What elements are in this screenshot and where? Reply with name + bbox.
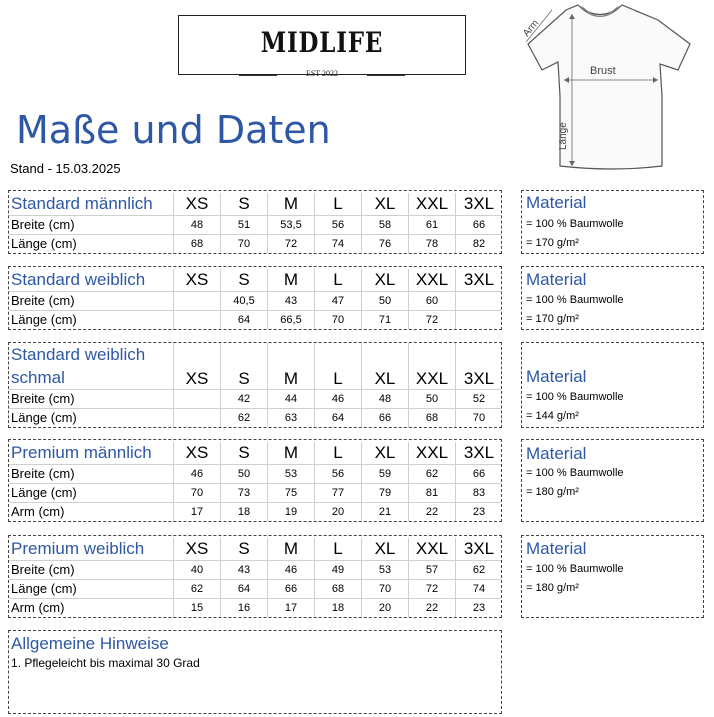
cell-value: 43 — [237, 563, 251, 576]
cell-value: 17 — [284, 601, 298, 614]
cell-value: 70 — [472, 411, 486, 424]
cell-value: 66 — [378, 411, 392, 424]
material-title: Material — [526, 444, 587, 463]
table-row — [9, 560, 501, 579]
table-row — [9, 598, 501, 617]
material-weight: = 180 g/m² — [526, 486, 579, 498]
size-header: XL — [361, 538, 408, 560]
size-header: XXL — [408, 193, 455, 215]
size-header: M — [267, 269, 314, 291]
notes-title: Allgemeine Hinweise — [11, 634, 169, 653]
table-header-row — [9, 269, 501, 291]
cell-value: 21 — [378, 505, 392, 518]
cell-value: 78 — [425, 237, 439, 250]
laenge-label: Länge — [558, 122, 569, 150]
table-header-row — [9, 343, 501, 390]
table-row — [9, 310, 501, 329]
cell-value: 72 — [284, 237, 298, 250]
header-spacer — [455, 343, 502, 367]
cell-value: 51 — [237, 218, 251, 231]
size-header: XXL — [408, 269, 455, 291]
cell-value: 20 — [331, 505, 345, 518]
cell-value: 70 — [378, 582, 392, 595]
cell-value: 53 — [284, 467, 298, 480]
cell-value: 61 — [425, 218, 439, 231]
cell-value: 66 — [472, 467, 486, 480]
cell-value: 74 — [331, 237, 345, 250]
material-box — [521, 342, 704, 428]
cell-value: 62 — [472, 563, 486, 576]
cell-value: 22 — [425, 601, 439, 614]
cell-value: 77 — [331, 486, 345, 499]
table-row — [9, 291, 501, 310]
cell-value: 74 — [472, 582, 486, 595]
size-header: XS — [173, 269, 220, 291]
cell-value: 52 — [472, 392, 486, 405]
material-title: Material — [526, 539, 587, 558]
table-row — [9, 234, 501, 253]
cell-value: 66 — [284, 582, 298, 595]
logo-name: MIDLIFE — [260, 26, 384, 59]
table-standard-weiblich-schmal — [8, 342, 502, 428]
table-standard-maennlich — [8, 190, 502, 254]
cell-value: 70 — [331, 313, 345, 326]
cell-value: 17 — [190, 505, 204, 518]
size-header: L — [314, 538, 361, 560]
cell-value: 66,5 — [280, 313, 302, 326]
row-label: Breite (cm) — [11, 562, 75, 577]
header-spacer — [220, 343, 267, 367]
cell-value: 40,5 — [233, 294, 255, 307]
cell-value: 50 — [237, 467, 251, 480]
table-row — [9, 579, 501, 598]
brand-logo — [178, 15, 466, 78]
table-row — [9, 483, 501, 502]
logo-est: EST 2022 — [305, 69, 339, 78]
size-header: M — [267, 538, 314, 560]
material-title: Material — [526, 270, 587, 289]
cell-value: 64 — [237, 582, 251, 595]
table-premium-maennlich — [8, 439, 502, 522]
size-header: XXL — [408, 442, 455, 464]
cell-value: 72 — [425, 313, 439, 326]
row-label: Breite (cm) — [11, 466, 75, 481]
cell-value: 23 — [472, 601, 486, 614]
size-header: XXL — [408, 538, 455, 560]
material-weight: = 170 g/m² — [526, 237, 579, 249]
size-header: XXL — [408, 367, 455, 390]
material-fabric: = 100 % Baumwolle — [526, 563, 624, 575]
table-title: Standard weiblich — [11, 270, 146, 289]
cell-value: 56 — [331, 467, 345, 480]
cell-value: 63 — [284, 411, 298, 424]
size-header: L — [314, 269, 361, 291]
cell-value: 46 — [284, 563, 298, 576]
size-header: S — [220, 442, 267, 464]
cell-value: 43 — [284, 294, 298, 307]
size-header: XL — [361, 193, 408, 215]
cell-value: 62 — [237, 411, 251, 424]
material-weight: = 180 g/m² — [526, 582, 579, 594]
table-header-row — [9, 538, 501, 560]
row-label: Breite (cm) — [11, 293, 75, 308]
material-box — [521, 190, 704, 254]
cell-value: 59 — [378, 467, 392, 480]
cell-value: 49 — [331, 563, 345, 576]
row-label: Länge (cm) — [11, 312, 77, 327]
size-header: XL — [361, 367, 408, 390]
cell-value: 60 — [425, 294, 439, 307]
cell-value: 23 — [472, 505, 486, 518]
size-header: M — [267, 442, 314, 464]
size-header: L — [314, 193, 361, 215]
header-spacer — [408, 343, 455, 367]
row-label: Länge (cm) — [11, 236, 77, 251]
size-header: L — [314, 367, 361, 390]
cell-value: 42 — [237, 392, 251, 405]
cell-value: 70 — [190, 486, 204, 499]
table-standard-weiblich — [8, 266, 502, 330]
table-row — [9, 502, 501, 521]
cell-value: 82 — [472, 237, 486, 250]
size-header: 3XL — [455, 442, 502, 464]
stand-date: Stand - 15.03.2025 — [10, 161, 121, 176]
cell-value: 16 — [237, 601, 251, 614]
cell-value: 46 — [331, 392, 345, 405]
material-fabric: = 100 % Baumwolle — [526, 467, 624, 479]
row-label: Breite (cm) — [11, 217, 75, 232]
cell-value: 50 — [425, 392, 439, 405]
table-premium-weiblich — [8, 535, 502, 618]
cell-value: 73 — [237, 486, 251, 499]
cell-value: 71 — [378, 313, 392, 326]
size-header: XS — [173, 367, 220, 390]
cell-value: 20 — [378, 601, 392, 614]
cell-value: 40 — [190, 563, 204, 576]
size-header: XS — [173, 442, 220, 464]
cell-value: 53 — [378, 563, 392, 576]
cell-value: 46 — [190, 467, 204, 480]
row-label: Breite (cm) — [11, 391, 75, 406]
cell-value: 57 — [425, 563, 439, 576]
cell-value: 18 — [237, 505, 251, 518]
cell-value: 70 — [237, 237, 251, 250]
cell-value: 72 — [425, 582, 439, 595]
size-header: M — [267, 367, 314, 390]
tshirt-diagram — [512, 0, 712, 178]
cell-value: 47 — [331, 294, 345, 307]
cell-value: 62 — [190, 582, 204, 595]
cell-value: 58 — [378, 218, 392, 231]
cell-value: 18 — [331, 601, 345, 614]
table-header-row — [9, 193, 501, 215]
table-header-row — [9, 442, 501, 464]
size-header: S — [220, 367, 267, 390]
brust-label: Brust — [590, 65, 616, 77]
size-header: XS — [173, 538, 220, 560]
cell-value: 48 — [190, 218, 204, 231]
size-header: S — [220, 538, 267, 560]
table-title-line: schmal — [11, 368, 65, 387]
row-label: Länge (cm) — [11, 485, 77, 500]
size-header: XS — [173, 193, 220, 215]
cell-value: 64 — [331, 411, 345, 424]
table-row — [9, 389, 501, 408]
material-box — [521, 535, 704, 618]
cell-value: 62 — [425, 467, 439, 480]
material-weight: = 144 g/m² — [526, 410, 579, 422]
table-row — [9, 464, 501, 483]
size-header: L — [314, 442, 361, 464]
size-header: S — [220, 193, 267, 215]
cell-value: 79 — [378, 486, 392, 499]
notes-box — [8, 630, 502, 714]
notes-item: 1. Pflegeleicht bis maximal 30 Grad — [11, 656, 200, 670]
row-label: Länge (cm) — [11, 581, 77, 596]
size-header: 3XL — [455, 269, 502, 291]
material-fabric: = 100 % Baumwolle — [526, 294, 624, 306]
cell-value: 64 — [237, 313, 251, 326]
table-title-line: Standard weiblich — [11, 345, 146, 364]
table-title: Standard männlich — [11, 194, 153, 213]
header-spacer — [173, 343, 220, 367]
table-title: Premium männlich — [11, 443, 152, 462]
cell-value: 83 — [472, 486, 486, 499]
cell-value: 53,5 — [280, 218, 302, 231]
row-label: Arm (cm) — [11, 600, 65, 615]
cell-value: 68 — [331, 582, 345, 595]
table-title — [11, 343, 145, 389]
size-header: XL — [361, 269, 408, 291]
cell-value: 75 — [284, 486, 298, 499]
size-header: 3XL — [455, 538, 502, 560]
header-spacer — [314, 343, 361, 367]
material-fabric: = 100 % Baumwolle — [526, 391, 624, 403]
cell-value: 44 — [284, 392, 298, 405]
material-weight: = 170 g/m² — [526, 313, 579, 325]
material-box — [521, 439, 704, 522]
table-row — [9, 408, 501, 427]
table-row — [9, 215, 501, 234]
row-label: Länge (cm) — [11, 410, 77, 425]
cell-value: 66 — [472, 218, 486, 231]
cell-value: 22 — [425, 505, 439, 518]
header-spacer — [267, 343, 314, 367]
page-title: Maße und Daten — [16, 108, 331, 152]
cell-value: 15 — [190, 601, 204, 614]
cell-value: 48 — [378, 392, 392, 405]
material-fabric: = 100 % Baumwolle — [526, 218, 624, 230]
material-title: Material — [526, 367, 587, 386]
size-header: S — [220, 269, 267, 291]
cell-value: 68 — [190, 237, 204, 250]
size-header: M — [267, 193, 314, 215]
cell-value: 81 — [425, 486, 439, 499]
row-label: Arm (cm) — [11, 504, 65, 519]
header-spacer — [361, 343, 408, 367]
cell-value: 56 — [331, 218, 345, 231]
size-header: 3XL — [455, 193, 502, 215]
cell-value: 50 — [378, 294, 392, 307]
cell-value: 68 — [425, 411, 439, 424]
material-box — [521, 266, 704, 330]
material-title: Material — [526, 193, 587, 212]
cell-value: 76 — [378, 237, 392, 250]
table-title: Premium weiblich — [11, 539, 145, 558]
size-header: 3XL — [455, 367, 502, 390]
arm-label: Arm — [521, 17, 542, 40]
cell-value: 19 — [284, 505, 298, 518]
size-header: XL — [361, 442, 408, 464]
